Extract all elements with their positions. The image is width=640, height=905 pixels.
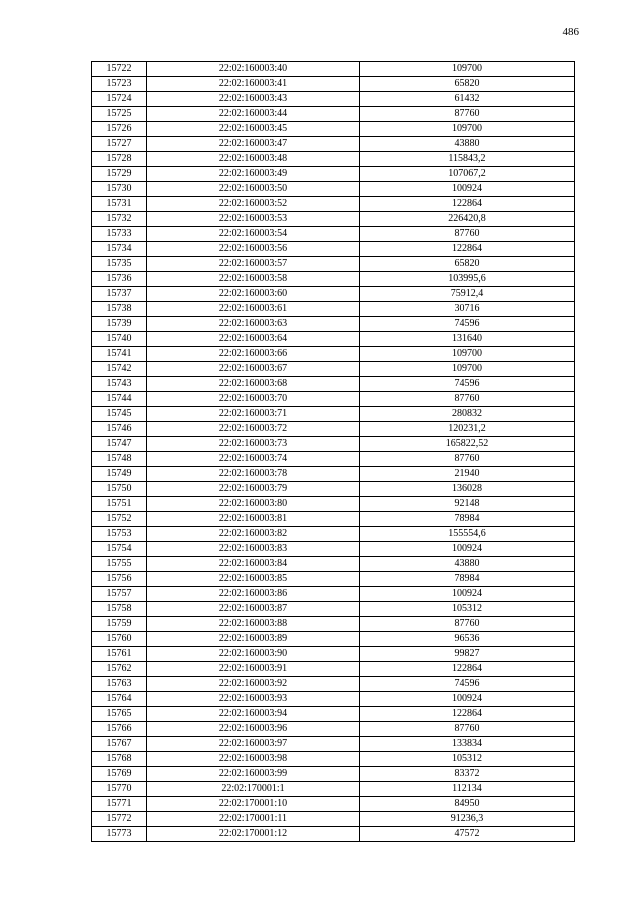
cadastral-number-cell: 22:02:160003:50 (147, 182, 360, 197)
table-row (92, 77, 575, 92)
value-cell: 21940 (360, 467, 575, 482)
table-row (92, 527, 575, 542)
table-row (92, 302, 575, 317)
value-cell: 30716 (360, 302, 575, 317)
row-number-cell: 15763 (92, 677, 147, 692)
table-row (92, 782, 575, 797)
value-cell: 47572 (360, 827, 575, 842)
value-cell: 109700 (360, 122, 575, 137)
value-cell: 100924 (360, 542, 575, 557)
cadastral-number-cell: 22:02:160003:94 (147, 707, 360, 722)
cadastral-number-cell: 22:02:160003:86 (147, 587, 360, 602)
row-number-cell: 15736 (92, 272, 147, 287)
table-row (92, 497, 575, 512)
row-number-cell: 15744 (92, 392, 147, 407)
table-row (92, 707, 575, 722)
table-row (92, 647, 575, 662)
row-number-cell: 15755 (92, 557, 147, 572)
table-row (92, 257, 575, 272)
row-number-cell: 15770 (92, 782, 147, 797)
table-row (92, 752, 575, 767)
value-cell: 100924 (360, 182, 575, 197)
cadastral-number-cell: 22:02:170001:11 (147, 812, 360, 827)
cadastral-number-cell: 22:02:160003:72 (147, 422, 360, 437)
value-cell: 105312 (360, 602, 575, 617)
table-row (92, 467, 575, 482)
table-row (92, 377, 575, 392)
table-row (92, 737, 575, 752)
table-row (92, 287, 575, 302)
value-cell: 78984 (360, 512, 575, 527)
value-cell: 107067,2 (360, 167, 575, 182)
table-row (92, 632, 575, 647)
row-number-cell: 15743 (92, 377, 147, 392)
row-number-cell: 15760 (92, 632, 147, 647)
value-cell: 61432 (360, 92, 575, 107)
cadastral-number-cell: 22:02:160003:45 (147, 122, 360, 137)
table-row (92, 452, 575, 467)
row-number-cell: 15750 (92, 482, 147, 497)
value-cell: 155554,6 (360, 527, 575, 542)
table-row (92, 407, 575, 422)
value-cell: 131640 (360, 332, 575, 347)
cadastral-number-cell: 22:02:160003:66 (147, 347, 360, 362)
row-number-cell: 15723 (92, 77, 147, 92)
table-row (92, 122, 575, 137)
value-cell: 92148 (360, 497, 575, 512)
table-row (92, 617, 575, 632)
row-number-cell: 15749 (92, 467, 147, 482)
value-cell: 109700 (360, 362, 575, 377)
row-number-cell: 15752 (92, 512, 147, 527)
value-cell: 109700 (360, 347, 575, 362)
row-number-cell: 15735 (92, 257, 147, 272)
value-cell: 65820 (360, 257, 575, 272)
row-number-cell: 15726 (92, 122, 147, 137)
cadastral-number-cell: 22:02:160003:61 (147, 302, 360, 317)
cadastral-number-cell: 22:02:160003:40 (147, 62, 360, 77)
value-cell: 109700 (360, 62, 575, 77)
value-cell: 136028 (360, 482, 575, 497)
row-number-cell: 15773 (92, 827, 147, 842)
value-cell: 65820 (360, 77, 575, 92)
table-row (92, 812, 575, 827)
row-number-cell: 15733 (92, 227, 147, 242)
table-row (92, 767, 575, 782)
table-row (92, 362, 575, 377)
cadastral-number-cell: 22:02:160003:99 (147, 767, 360, 782)
row-number-cell: 15761 (92, 647, 147, 662)
table-row (92, 242, 575, 257)
row-number-cell: 15754 (92, 542, 147, 557)
row-number-cell: 15769 (92, 767, 147, 782)
row-number-cell: 15722 (92, 62, 147, 77)
row-number-cell: 15751 (92, 497, 147, 512)
value-cell: 87760 (360, 617, 575, 632)
row-number-cell: 15732 (92, 212, 147, 227)
row-number-cell: 15724 (92, 92, 147, 107)
cadastral-number-cell: 22:02:160003:74 (147, 452, 360, 467)
value-cell: 75912,4 (360, 287, 575, 302)
cadastral-number-cell: 22:02:160003:63 (147, 317, 360, 332)
table-row (92, 557, 575, 572)
value-cell: 78984 (360, 572, 575, 587)
cadastral-number-cell: 22:02:160003:93 (147, 692, 360, 707)
value-cell: 43880 (360, 557, 575, 572)
table-row (92, 392, 575, 407)
cadastral-number-cell: 22:02:160003:89 (147, 632, 360, 647)
table-row (92, 107, 575, 122)
row-number-cell: 15739 (92, 317, 147, 332)
cadastral-number-cell: 22:02:160003:90 (147, 647, 360, 662)
table-row (92, 827, 575, 842)
value-cell: 226420,8 (360, 212, 575, 227)
cadastral-number-cell: 22:02:160003:49 (147, 167, 360, 182)
value-cell: 74596 (360, 377, 575, 392)
cadastral-number-cell: 22:02:160003:60 (147, 287, 360, 302)
row-number-cell: 15740 (92, 332, 147, 347)
table-row (92, 722, 575, 737)
row-number-cell: 15759 (92, 617, 147, 632)
value-cell: 91236,3 (360, 812, 575, 827)
cadastral-number-cell: 22:02:160003:52 (147, 197, 360, 212)
value-cell: 99827 (360, 647, 575, 662)
table-row (92, 602, 575, 617)
cadastral-number-cell: 22:02:160003:48 (147, 152, 360, 167)
table-row (92, 92, 575, 107)
value-cell: 165822,52 (360, 437, 575, 452)
table-row (92, 692, 575, 707)
row-number-cell: 15741 (92, 347, 147, 362)
table-row (92, 347, 575, 362)
table-row (92, 152, 575, 167)
table-row (92, 662, 575, 677)
table-row (92, 542, 575, 557)
cadastral-number-cell: 22:02:160003:47 (147, 137, 360, 152)
value-cell: 122864 (360, 707, 575, 722)
value-cell: 87760 (360, 392, 575, 407)
value-cell: 133834 (360, 737, 575, 752)
data-table (91, 61, 575, 842)
cadastral-number-cell: 22:02:160003:53 (147, 212, 360, 227)
value-cell: 87760 (360, 452, 575, 467)
cadastral-number-cell: 22:02:170001:1 (147, 782, 360, 797)
cadastral-number-cell: 22:02:160003:92 (147, 677, 360, 692)
row-number-cell: 15734 (92, 242, 147, 257)
row-number-cell: 15762 (92, 662, 147, 677)
value-cell: 115843,2 (360, 152, 575, 167)
row-number-cell: 15771 (92, 797, 147, 812)
value-cell: 100924 (360, 587, 575, 602)
table-row (92, 182, 575, 197)
row-number-cell: 15727 (92, 137, 147, 152)
cadastral-number-cell: 22:02:160003:91 (147, 662, 360, 677)
cadastral-number-cell: 22:02:160003:96 (147, 722, 360, 737)
cadastral-number-cell: 22:02:160003:57 (147, 257, 360, 272)
row-number-cell: 15742 (92, 362, 147, 377)
table-row (92, 212, 575, 227)
table-row (92, 512, 575, 527)
cadastral-number-cell: 22:02:160003:44 (147, 107, 360, 122)
value-cell: 122864 (360, 662, 575, 677)
table-row (92, 422, 575, 437)
page-number: 486 (562, 26, 579, 38)
cadastral-number-cell: 22:02:160003:56 (147, 242, 360, 257)
value-cell: 43880 (360, 137, 575, 152)
value-cell: 87760 (360, 107, 575, 122)
table-row (92, 137, 575, 152)
table-row (92, 482, 575, 497)
cadastral-number-cell: 22:02:160003:81 (147, 512, 360, 527)
cadastral-number-cell: 22:02:160003:54 (147, 227, 360, 242)
row-number-cell: 15748 (92, 452, 147, 467)
cadastral-number-cell: 22:02:160003:98 (147, 752, 360, 767)
cadastral-number-cell: 22:02:160003:41 (147, 77, 360, 92)
row-number-cell: 15729 (92, 167, 147, 182)
row-number-cell: 15730 (92, 182, 147, 197)
value-cell: 112134 (360, 782, 575, 797)
row-number-cell: 15745 (92, 407, 147, 422)
table-row (92, 227, 575, 242)
cadastral-number-cell: 22:02:160003:97 (147, 737, 360, 752)
value-cell: 122864 (360, 242, 575, 257)
value-cell: 103995,6 (360, 272, 575, 287)
table-row (92, 62, 575, 77)
table-row (92, 332, 575, 347)
row-number-cell: 15725 (92, 107, 147, 122)
cadastral-number-cell: 22:02:160003:71 (147, 407, 360, 422)
table-row (92, 197, 575, 212)
cadastral-number-cell: 22:02:170001:12 (147, 827, 360, 842)
cadastral-number-cell: 22:02:160003:64 (147, 332, 360, 347)
value-cell: 74596 (360, 677, 575, 692)
cadastral-number-cell: 22:02:160003:85 (147, 572, 360, 587)
row-number-cell: 15765 (92, 707, 147, 722)
cadastral-number-cell: 22:02:160003:88 (147, 617, 360, 632)
cadastral-number-cell: 22:02:160003:80 (147, 497, 360, 512)
value-cell: 74596 (360, 317, 575, 332)
value-cell: 100924 (360, 692, 575, 707)
row-number-cell: 15728 (92, 152, 147, 167)
row-number-cell: 15737 (92, 287, 147, 302)
row-number-cell: 15746 (92, 422, 147, 437)
cadastral-number-cell: 22:02:160003:67 (147, 362, 360, 377)
value-cell: 120231,2 (360, 422, 575, 437)
cadastral-number-cell: 22:02:160003:87 (147, 602, 360, 617)
cadastral-number-cell: 22:02:160003:68 (147, 377, 360, 392)
value-cell: 87760 (360, 227, 575, 242)
table-row (92, 167, 575, 182)
row-number-cell: 15758 (92, 602, 147, 617)
value-cell: 122864 (360, 197, 575, 212)
table-row (92, 587, 575, 602)
cadastral-number-cell: 22:02:160003:70 (147, 392, 360, 407)
table-row (92, 317, 575, 332)
cadastral-number-cell: 22:02:160003:78 (147, 467, 360, 482)
row-number-cell: 15766 (92, 722, 147, 737)
cadastral-number-cell: 22:02:160003:58 (147, 272, 360, 287)
value-cell: 96536 (360, 632, 575, 647)
row-number-cell: 15747 (92, 437, 147, 452)
table-row (92, 437, 575, 452)
row-number-cell: 15767 (92, 737, 147, 752)
value-cell: 280832 (360, 407, 575, 422)
table-row (92, 797, 575, 812)
value-cell: 84950 (360, 797, 575, 812)
table-row (92, 572, 575, 587)
row-number-cell: 15738 (92, 302, 147, 317)
cadastral-number-cell: 22:02:160003:73 (147, 437, 360, 452)
cadastral-number-cell: 22:02:170001:10 (147, 797, 360, 812)
table-row (92, 677, 575, 692)
value-cell: 87760 (360, 722, 575, 737)
table-row (92, 272, 575, 287)
cadastral-number-cell: 22:02:160003:84 (147, 557, 360, 572)
row-number-cell: 15756 (92, 572, 147, 587)
value-cell: 105312 (360, 752, 575, 767)
row-number-cell: 15772 (92, 812, 147, 827)
row-number-cell: 15757 (92, 587, 147, 602)
table-body (92, 62, 575, 842)
row-number-cell: 15731 (92, 197, 147, 212)
row-number-cell: 15768 (92, 752, 147, 767)
row-number-cell: 15764 (92, 692, 147, 707)
row-number-cell: 15753 (92, 527, 147, 542)
value-cell: 83372 (360, 767, 575, 782)
cadastral-number-cell: 22:02:160003:83 (147, 542, 360, 557)
cadastral-number-cell: 22:02:160003:43 (147, 92, 360, 107)
cadastral-number-cell: 22:02:160003:82 (147, 527, 360, 542)
cadastral-number-cell: 22:02:160003:79 (147, 482, 360, 497)
